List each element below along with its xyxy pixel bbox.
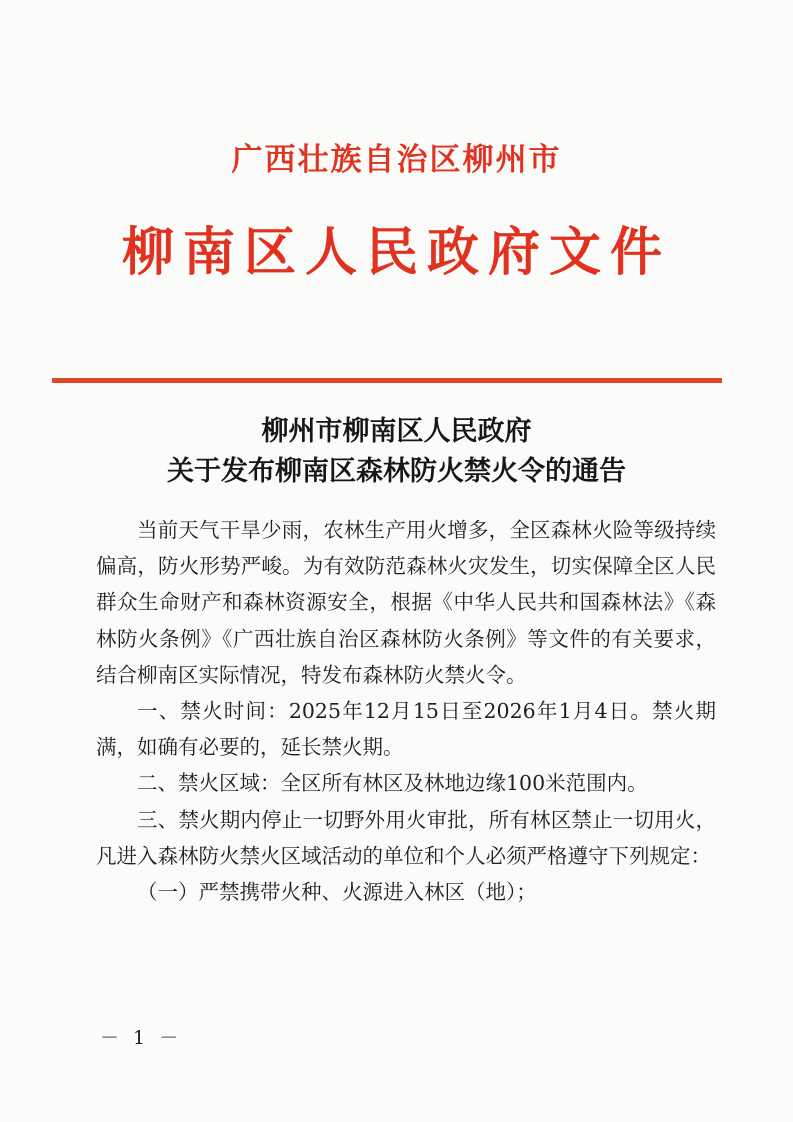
red-separator-rule xyxy=(52,378,722,383)
body-paragraph-regulations: 三、禁火期内停止一切野外用火审批，所有林区禁止一切用火，凡进入森林防火禁火区域活动的单位和个人必须严格遵守下列规定： xyxy=(96,807,716,868)
title-line-2: 关于发布柳南区森林防火禁火令的通告 xyxy=(167,456,626,487)
document-title xyxy=(0,412,793,492)
body-paragraph-intro: 当前天气干旱少雨，农林生产用火增多，全区森林火险等级持续偏高，防火形势严峻。为有效防范森林火灾发生，切实保障全区人民群众生命财产和森林资源安全，根据《中华人民共和国森林法》《森林防火条例》《广西壮族自治区森林防火条例》等文件的有关要求，结合柳南区实际情况，特发布森林防火禁火令。 xyxy=(96,518,716,687)
document-body xyxy=(96,512,716,910)
page-number: － 1 － xyxy=(100,1027,183,1049)
body-paragraph-ban-period: 一、禁火时间：2025年12月15日至2026年1月4日。禁火期满，如确有必要的，延长禁火期。 xyxy=(96,699,716,760)
body-paragraph-rule-1: （一）严禁携带火种、火源进入林区（地）； xyxy=(137,880,537,905)
issuer-region-heading: 广西壮族自治区柳州市 xyxy=(231,142,562,178)
title-line-1: 柳州市柳南区人民政府 xyxy=(261,416,532,447)
issuer-document-heading: 柳南区人民政府文件 xyxy=(121,222,671,283)
body-paragraph-ban-area: 二、禁火区域：全区所有林区及林地边缘100米范围内。 xyxy=(137,771,648,796)
